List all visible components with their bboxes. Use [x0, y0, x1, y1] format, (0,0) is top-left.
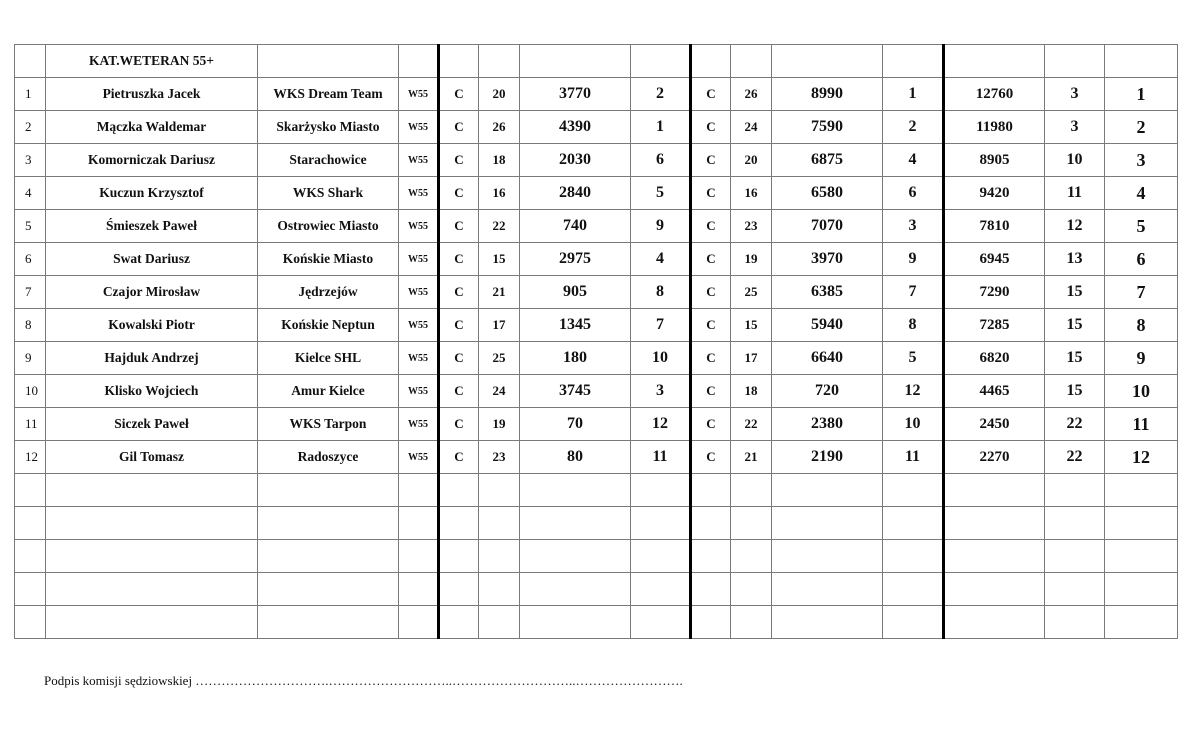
- cell-sector-2: C: [691, 210, 731, 243]
- cell-total-points: 15: [1045, 342, 1105, 375]
- cell-sector-1: C: [439, 243, 479, 276]
- cell-stand-1: 17: [479, 309, 520, 342]
- table-row: [15, 144, 1178, 177]
- cell-total-points: 12: [1045, 210, 1105, 243]
- empty-row: [15, 606, 1178, 639]
- cell-weight-1: 180: [520, 342, 631, 375]
- cell-weight-2: 8990: [772, 78, 883, 111]
- empty-cell: [479, 540, 520, 573]
- empty-cell: [631, 606, 691, 639]
- cell-sector-2: C: [691, 441, 731, 474]
- empty-cell: [631, 474, 691, 507]
- cell-stand-2: 15: [731, 309, 772, 342]
- cell-total-weight: 4465: [944, 375, 1045, 408]
- empty-cell: [258, 474, 399, 507]
- cell-sector-1: C: [439, 210, 479, 243]
- cell-place-1: 7: [631, 309, 691, 342]
- cell-stand-2: 19: [731, 243, 772, 276]
- cell-total-weight: 11980: [944, 111, 1045, 144]
- cell-category: W55: [399, 144, 439, 177]
- empty-cell: [1105, 474, 1178, 507]
- cell-sector-1: C: [439, 276, 479, 309]
- cell-sector-2: C: [691, 243, 731, 276]
- empty-cell: [479, 474, 520, 507]
- cell-place-1: 3: [631, 375, 691, 408]
- empty-cell: [46, 540, 258, 573]
- cell-stand-2: 16: [731, 177, 772, 210]
- cell-sector-2: C: [691, 342, 731, 375]
- empty-cell: [520, 573, 631, 606]
- cell-total-weight: 7810: [944, 210, 1045, 243]
- cell-sector-1: C: [439, 441, 479, 474]
- cell-club: Końskie Miasto: [258, 243, 399, 276]
- empty-cell: [1105, 573, 1178, 606]
- cell-place-1: 11: [631, 441, 691, 474]
- empty-cell: [399, 573, 439, 606]
- cell-sector-1: C: [439, 309, 479, 342]
- cell-weight-2: 2380: [772, 408, 883, 441]
- empty-cell: [772, 573, 883, 606]
- cell-sector-1: C: [439, 111, 479, 144]
- cell-lp: 2: [15, 111, 46, 144]
- cell-category: W55: [399, 276, 439, 309]
- cell-lp: 7: [15, 276, 46, 309]
- cell-place-2: 7: [883, 276, 944, 309]
- cell-total-weight: 9420: [944, 177, 1045, 210]
- cell-total-points: 10: [1045, 144, 1105, 177]
- empty-row: [15, 474, 1178, 507]
- empty-cell: [479, 507, 520, 540]
- table-row: [15, 342, 1178, 375]
- cell-total-points: 15: [1045, 276, 1105, 309]
- cell-final-place: 11: [1105, 408, 1178, 441]
- cell-stand-1: 26: [479, 111, 520, 144]
- empty-cell: [439, 540, 479, 573]
- header-cell: [258, 45, 399, 78]
- cell-place-1: 12: [631, 408, 691, 441]
- cell-weight-2: 6640: [772, 342, 883, 375]
- cell-sector-1: C: [439, 144, 479, 177]
- cell-name: Swat Dariusz: [46, 243, 258, 276]
- cell-sector-2: C: [691, 144, 731, 177]
- cell-stand-1: 18: [479, 144, 520, 177]
- judges-signature-line: Podpis komisji sędziowskiej ………………………….………………………..………………………..…………………….: [44, 673, 683, 688]
- table-row: [15, 210, 1178, 243]
- empty-cell: [439, 507, 479, 540]
- empty-cell: [944, 606, 1045, 639]
- empty-cell: [258, 573, 399, 606]
- empty-cell: [1045, 606, 1105, 639]
- cell-club: Skarżysko Miasto: [258, 111, 399, 144]
- header-row: [15, 45, 1178, 78]
- cell-category: W55: [399, 243, 439, 276]
- table-row: [15, 408, 1178, 441]
- empty-cell: [399, 507, 439, 540]
- cell-final-place: 2: [1105, 111, 1178, 144]
- empty-cell: [399, 540, 439, 573]
- cell-place-2: 5: [883, 342, 944, 375]
- empty-cell: [883, 507, 944, 540]
- header-cell: [944, 45, 1045, 78]
- cell-final-place: 12: [1105, 441, 1178, 474]
- empty-cell: [691, 474, 731, 507]
- empty-row: [15, 507, 1178, 540]
- cell-lp: 1: [15, 78, 46, 111]
- cell-stand-2: 24: [731, 111, 772, 144]
- cell-club: Końskie Neptun: [258, 309, 399, 342]
- cell-total-weight: 2270: [944, 441, 1045, 474]
- cell-name: Klisko Wojciech: [46, 375, 258, 408]
- cell-sector-2: C: [691, 276, 731, 309]
- empty-cell: [944, 474, 1045, 507]
- empty-cell: [631, 540, 691, 573]
- empty-cell: [691, 606, 731, 639]
- results-table: [14, 44, 1178, 639]
- cell-final-place: 7: [1105, 276, 1178, 309]
- cell-total-points: 22: [1045, 408, 1105, 441]
- empty-cell: [439, 606, 479, 639]
- cell-category: W55: [399, 441, 439, 474]
- cell-total-weight: 2450: [944, 408, 1045, 441]
- cell-total-weight: 8905: [944, 144, 1045, 177]
- empty-cell: [15, 606, 46, 639]
- cell-total-points: 15: [1045, 309, 1105, 342]
- table-row: [15, 309, 1178, 342]
- header-cell: [691, 45, 731, 78]
- cell-weight-1: 2030: [520, 144, 631, 177]
- cell-place-2: 10: [883, 408, 944, 441]
- cell-weight-2: 7070: [772, 210, 883, 243]
- cell-place-2: 8: [883, 309, 944, 342]
- empty-cell: [944, 573, 1045, 606]
- cell-place-1: 1: [631, 111, 691, 144]
- cell-stand-1: 24: [479, 375, 520, 408]
- header-cell: [731, 45, 772, 78]
- empty-cell: [520, 606, 631, 639]
- cell-final-place: 8: [1105, 309, 1178, 342]
- cell-name: Mączka Waldemar: [46, 111, 258, 144]
- empty-cell: [15, 540, 46, 573]
- empty-cell: [46, 474, 258, 507]
- cell-lp: 10: [15, 375, 46, 408]
- cell-club: Amur Kielce: [258, 375, 399, 408]
- empty-cell: [1045, 507, 1105, 540]
- cell-weight-2: 720: [772, 375, 883, 408]
- table-row: [15, 243, 1178, 276]
- cell-name: Śmieszek Paweł: [46, 210, 258, 243]
- cell-place-1: 4: [631, 243, 691, 276]
- empty-cell: [772, 540, 883, 573]
- cell-stand-1: 16: [479, 177, 520, 210]
- cell-place-1: 5: [631, 177, 691, 210]
- table-row: [15, 111, 1178, 144]
- cell-name: Gil Tomasz: [46, 441, 258, 474]
- empty-cell: [731, 606, 772, 639]
- empty-cell: [258, 606, 399, 639]
- table-row: [15, 441, 1178, 474]
- header-cell: [631, 45, 691, 78]
- cell-total-weight: 7285: [944, 309, 1045, 342]
- cell-weight-2: 6875: [772, 144, 883, 177]
- empty-cell: [772, 474, 883, 507]
- cell-stand-2: 21: [731, 441, 772, 474]
- cell-weight-1: 4390: [520, 111, 631, 144]
- header-cell: [520, 45, 631, 78]
- cell-total-points: 15: [1045, 375, 1105, 408]
- cell-club: WKS Shark: [258, 177, 399, 210]
- empty-cell: [258, 507, 399, 540]
- table-row: [15, 177, 1178, 210]
- cell-sector-2: C: [691, 111, 731, 144]
- cell-stand-1: 15: [479, 243, 520, 276]
- empty-cell: [731, 507, 772, 540]
- empty-cell: [883, 540, 944, 573]
- cell-stand-2: 25: [731, 276, 772, 309]
- cell-sector-2: C: [691, 78, 731, 111]
- empty-cell: [1045, 573, 1105, 606]
- empty-cell: [944, 540, 1045, 573]
- category-title: KAT.WETERAN 55+: [46, 45, 258, 78]
- empty-cell: [1045, 540, 1105, 573]
- cell-stand-1: 21: [479, 276, 520, 309]
- empty-cell: [46, 606, 258, 639]
- cell-name: Czajor Mirosław: [46, 276, 258, 309]
- cell-weight-1: 3770: [520, 78, 631, 111]
- empty-cell: [944, 507, 1045, 540]
- cell-stand-1: 22: [479, 210, 520, 243]
- cell-weight-1: 2840: [520, 177, 631, 210]
- cell-weight-2: 5940: [772, 309, 883, 342]
- cell-stand-2: 18: [731, 375, 772, 408]
- cell-place-1: 8: [631, 276, 691, 309]
- cell-category: W55: [399, 309, 439, 342]
- cell-lp: 11: [15, 408, 46, 441]
- cell-category: W55: [399, 111, 439, 144]
- cell-weight-2: 6580: [772, 177, 883, 210]
- cell-final-place: 6: [1105, 243, 1178, 276]
- cell-name: Siczek Paweł: [46, 408, 258, 441]
- cell-total-points: 13: [1045, 243, 1105, 276]
- cell-sector-1: C: [439, 78, 479, 111]
- cell-place-2: 3: [883, 210, 944, 243]
- empty-row: [15, 540, 1178, 573]
- cell-final-place: 10: [1105, 375, 1178, 408]
- cell-name: Pietruszka Jacek: [46, 78, 258, 111]
- cell-sector-1: C: [439, 375, 479, 408]
- cell-stand-1: 25: [479, 342, 520, 375]
- cell-category: W55: [399, 408, 439, 441]
- cell-final-place: 9: [1105, 342, 1178, 375]
- cell-stand-2: 17: [731, 342, 772, 375]
- cell-stand-2: 23: [731, 210, 772, 243]
- cell-sector-1: C: [439, 342, 479, 375]
- cell-weight-1: 3745: [520, 375, 631, 408]
- cell-lp: 4: [15, 177, 46, 210]
- empty-cell: [691, 573, 731, 606]
- empty-cell: [399, 606, 439, 639]
- cell-place-1: 6: [631, 144, 691, 177]
- empty-cell: [883, 573, 944, 606]
- cell-club: Jędrzejów: [258, 276, 399, 309]
- table-row: [15, 276, 1178, 309]
- empty-cell: [258, 540, 399, 573]
- cell-final-place: 5: [1105, 210, 1178, 243]
- empty-cell: [731, 573, 772, 606]
- cell-stand-1: 23: [479, 441, 520, 474]
- empty-cell: [46, 573, 258, 606]
- empty-cell: [520, 474, 631, 507]
- empty-cell: [15, 474, 46, 507]
- cell-lp: 8: [15, 309, 46, 342]
- empty-cell: [731, 474, 772, 507]
- cell-total-weight: 6820: [944, 342, 1045, 375]
- cell-final-place: 4: [1105, 177, 1178, 210]
- cell-sector-2: C: [691, 309, 731, 342]
- empty-cell: [1105, 606, 1178, 639]
- cell-name: Kowalski Piotr: [46, 309, 258, 342]
- cell-lp: 12: [15, 441, 46, 474]
- empty-cell: [520, 507, 631, 540]
- cell-category: W55: [399, 177, 439, 210]
- cell-club: Kielce SHL: [258, 342, 399, 375]
- cell-name: Kuczun Krzysztof: [46, 177, 258, 210]
- cell-weight-2: 6385: [772, 276, 883, 309]
- cell-name: Komorniczak Dariusz: [46, 144, 258, 177]
- table-row: [15, 375, 1178, 408]
- cell-total-weight: 6945: [944, 243, 1045, 276]
- cell-place-1: 2: [631, 78, 691, 111]
- cell-total-weight: 7290: [944, 276, 1045, 309]
- empty-cell: [520, 540, 631, 573]
- cell-category: W55: [399, 342, 439, 375]
- cell-stand-2: 20: [731, 144, 772, 177]
- cell-place-2: 2: [883, 111, 944, 144]
- header-cell: [772, 45, 883, 78]
- empty-cell: [399, 474, 439, 507]
- cell-lp: 3: [15, 144, 46, 177]
- header-cell: [479, 45, 520, 78]
- header-cell: [1045, 45, 1105, 78]
- empty-cell: [1105, 540, 1178, 573]
- cell-weight-1: 80: [520, 441, 631, 474]
- empty-cell: [772, 606, 883, 639]
- cell-total-points: 22: [1045, 441, 1105, 474]
- cell-lp: 5: [15, 210, 46, 243]
- cell-sector-1: C: [439, 408, 479, 441]
- empty-cell: [46, 507, 258, 540]
- cell-club: WKS Dream Team: [258, 78, 399, 111]
- cell-sector-1: C: [439, 177, 479, 210]
- empty-cell: [15, 573, 46, 606]
- empty-cell: [731, 540, 772, 573]
- cell-weight-1: 70: [520, 408, 631, 441]
- cell-final-place: 3: [1105, 144, 1178, 177]
- cell-category: W55: [399, 375, 439, 408]
- cell-category: W55: [399, 210, 439, 243]
- empty-row: [15, 573, 1178, 606]
- cell-place-2: 9: [883, 243, 944, 276]
- cell-place-1: 9: [631, 210, 691, 243]
- cell-sector-2: C: [691, 408, 731, 441]
- empty-cell: [631, 573, 691, 606]
- cell-stand-2: 26: [731, 78, 772, 111]
- cell-place-2: 11: [883, 441, 944, 474]
- cell-stand-1: 20: [479, 78, 520, 111]
- cell-total-points: 11: [1045, 177, 1105, 210]
- cell-lp: 9: [15, 342, 46, 375]
- cell-weight-2: 2190: [772, 441, 883, 474]
- empty-cell: [631, 507, 691, 540]
- cell-weight-2: 3970: [772, 243, 883, 276]
- cell-place-2: 12: [883, 375, 944, 408]
- cell-lp: 6: [15, 243, 46, 276]
- cell-place-1: 10: [631, 342, 691, 375]
- header-cell: [1105, 45, 1178, 78]
- cell-total-points: 3: [1045, 111, 1105, 144]
- cell-weight-1: 905: [520, 276, 631, 309]
- cell-place-2: 6: [883, 177, 944, 210]
- cell-club: Starachowice: [258, 144, 399, 177]
- cell-club: Ostrowiec Miasto: [258, 210, 399, 243]
- empty-cell: [691, 507, 731, 540]
- empty-cell: [883, 606, 944, 639]
- cell-place-2: 4: [883, 144, 944, 177]
- cell-name: Hajduk Andrzej: [46, 342, 258, 375]
- empty-cell: [772, 507, 883, 540]
- empty-cell: [1105, 507, 1178, 540]
- cell-stand-2: 22: [731, 408, 772, 441]
- cell-weight-1: 2975: [520, 243, 631, 276]
- header-cell: [883, 45, 944, 78]
- cell-weight-1: 740: [520, 210, 631, 243]
- table-row: [15, 78, 1178, 111]
- empty-cell: [15, 507, 46, 540]
- cell-weight-2: 7590: [772, 111, 883, 144]
- header-cell-lp: [15, 45, 46, 78]
- cell-category: W55: [399, 78, 439, 111]
- cell-place-2: 1: [883, 78, 944, 111]
- header-cell: [399, 45, 439, 78]
- cell-club: Radoszyce: [258, 441, 399, 474]
- empty-cell: [479, 606, 520, 639]
- cell-total-weight: 12760: [944, 78, 1045, 111]
- cell-total-points: 3: [1045, 78, 1105, 111]
- cell-stand-1: 19: [479, 408, 520, 441]
- empty-cell: [1045, 474, 1105, 507]
- empty-cell: [691, 540, 731, 573]
- header-cell: [439, 45, 479, 78]
- empty-cell: [439, 474, 479, 507]
- empty-cell: [883, 474, 944, 507]
- cell-final-place: 1: [1105, 78, 1178, 111]
- cell-sector-2: C: [691, 375, 731, 408]
- cell-weight-1: 1345: [520, 309, 631, 342]
- empty-cell: [439, 573, 479, 606]
- empty-cell: [479, 573, 520, 606]
- cell-sector-2: C: [691, 177, 731, 210]
- cell-club: WKS Tarpon: [258, 408, 399, 441]
